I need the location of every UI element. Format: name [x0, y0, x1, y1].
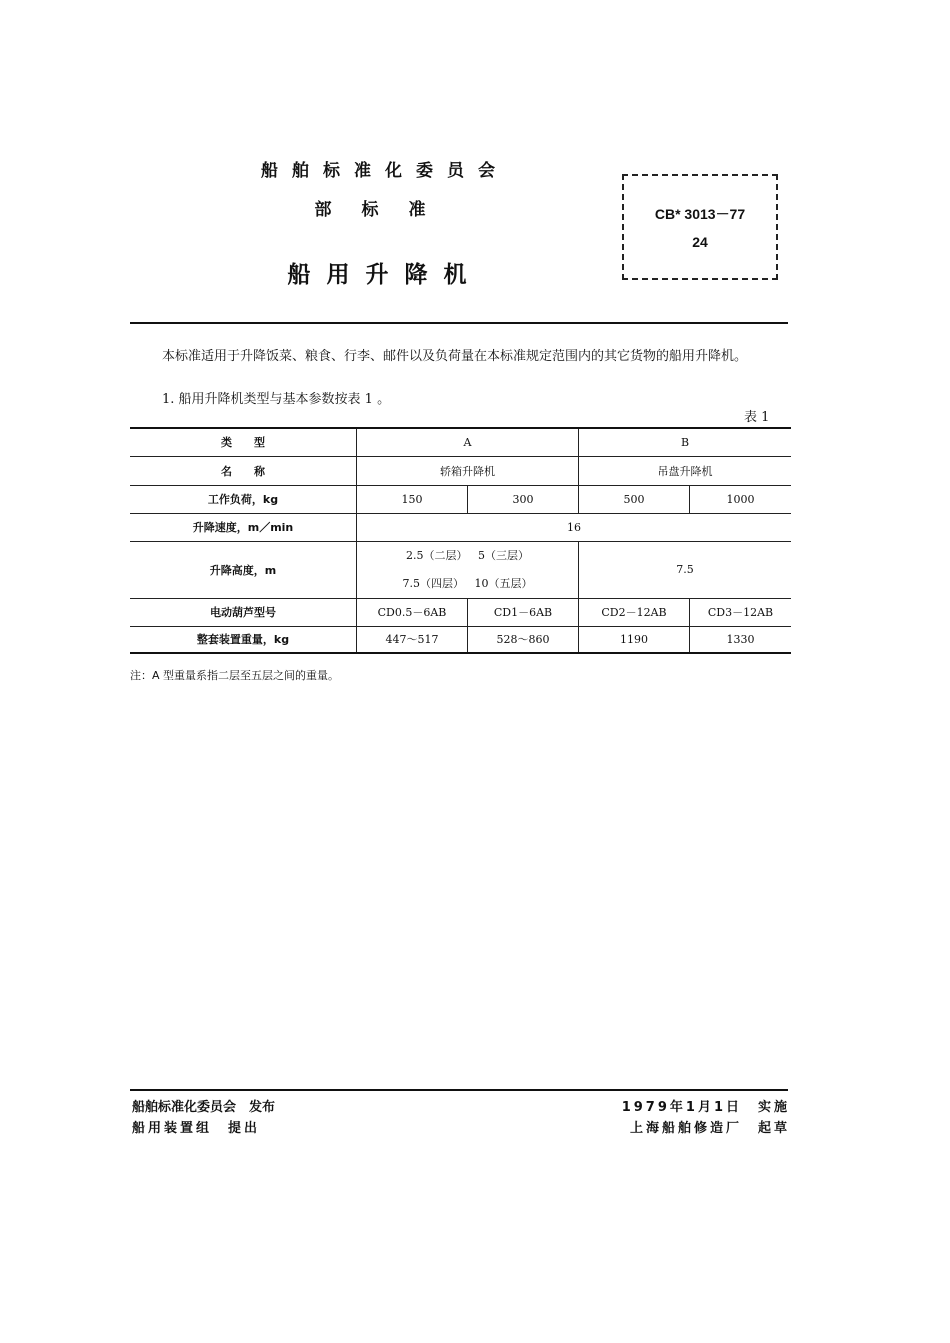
cell — [357, 541, 579, 598]
height-value: 7.5（四层） — [402, 576, 464, 590]
intro-paragraph: 本标准适用于升降饭菜、粮食、行李、邮件以及负荷量在本标准规定范围内的其它货物的船用升降机。 — [162, 349, 748, 364]
height-value: 2.5（二层） — [406, 548, 468, 562]
standard-code-box — [622, 174, 778, 280]
cell: CD2－12AB — [579, 598, 690, 626]
cell: CD3－12AB — [690, 598, 792, 626]
proposer: 船用装置组 提出 — [132, 1121, 261, 1136]
table-row — [130, 456, 791, 485]
row-label: 升降高度，m — [130, 541, 357, 598]
header-divider — [130, 322, 788, 324]
row-label: 整套装置重量，kg — [130, 626, 357, 653]
cell: 1190 — [579, 626, 690, 653]
table-row — [130, 541, 791, 598]
height-value: 10（五层） — [474, 576, 533, 590]
table-row — [130, 513, 791, 541]
table-row — [130, 626, 791, 653]
effective-date: 1979年1月1日 实施 — [621, 1100, 790, 1115]
table-note: 注：A 型重量系指二层至五层之间的重量。 — [130, 669, 340, 682]
cell: 吊盘升降机 — [579, 456, 792, 485]
standard-code: CB* 3013－77 — [654, 206, 746, 222]
clause-1: 1. 船用升降机类型与基本参数按表 1 。 — [162, 392, 391, 407]
cell: 16 — [357, 513, 792, 541]
issuer: 船舶标准化委员会 发布 — [132, 1100, 276, 1115]
cell: 500 — [579, 485, 690, 513]
height-value: 5（三层） — [478, 548, 529, 562]
document-title: 船用升降机 — [287, 262, 483, 288]
row-label: 名 称 — [130, 456, 357, 485]
table-row — [130, 428, 791, 456]
cell: 7.5 — [579, 541, 792, 598]
cell: 300 — [468, 485, 579, 513]
cell: A — [357, 428, 579, 456]
cell: 1000 — [690, 485, 792, 513]
standard-level: 部标准 — [314, 200, 456, 220]
cell: 1330 — [690, 626, 792, 653]
parameters-table — [130, 427, 791, 654]
drafter: 上海船舶修造厂 起草 — [629, 1121, 790, 1136]
cell: 528～860 — [468, 626, 579, 653]
table-row — [130, 598, 791, 626]
row-label: 工作负荷，kg — [130, 485, 357, 513]
footer-divider — [130, 1089, 788, 1091]
committee-name: 船舶标准化委员会 — [261, 161, 509, 181]
cell: CD1－6AB — [468, 598, 579, 626]
standard-code-sub: 24 — [692, 234, 708, 250]
table-caption: 表 1 — [744, 410, 770, 425]
cell: 447～517 — [357, 626, 468, 653]
cell: CD0.5－6AB — [357, 598, 468, 626]
cell: 轿箱升降机 — [357, 456, 579, 485]
row-label: 升降速度，m／min — [130, 513, 357, 541]
row-label: 电动葫芦型号 — [130, 598, 357, 626]
cell: B — [579, 428, 792, 456]
cell: 150 — [357, 485, 468, 513]
row-label: 类 型 — [130, 428, 357, 456]
table-row — [130, 485, 791, 513]
